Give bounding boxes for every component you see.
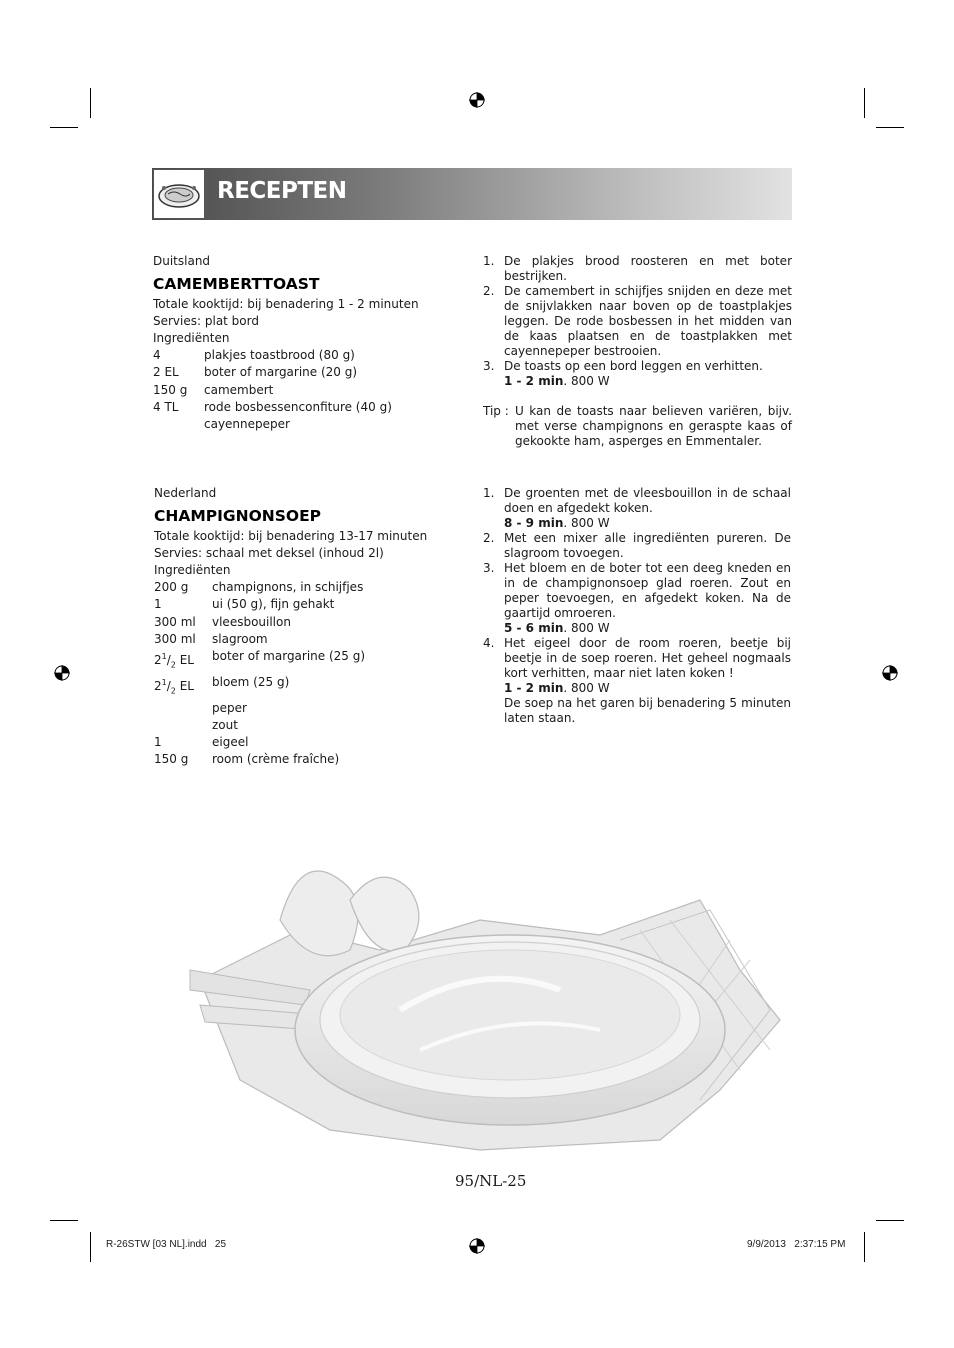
registration-mark-icon xyxy=(469,1238,485,1254)
cook-time-value: 1 - 2 min xyxy=(504,681,564,695)
cook-time-value: 1 - 2 min xyxy=(504,374,564,388)
crop-mark xyxy=(864,1232,865,1262)
crop-mark xyxy=(50,1220,78,1221)
registration-mark-icon xyxy=(54,665,70,681)
cook-time: Totale kooktijd: bij benadering 1 - 2 minuten xyxy=(153,297,419,311)
step-item: 2. Met een mixer alle ingrediënten pureren. De slagroom tovoegen. xyxy=(483,531,791,560)
step-item: 1. De groenten met de vleesbouillon in de schaal doen en afgedekt koken. 8 - 9 min. 800 W xyxy=(483,486,791,530)
page-title: RECEPTEN xyxy=(217,178,347,204)
step-item: 1. De plakjes brood roosteren en met boter bestrijken. xyxy=(483,254,792,283)
ingredient-row: $2^1/_2$ EL bloem (25 g) xyxy=(154,674,290,696)
ingredient-row: 1 eigeel xyxy=(154,735,249,750)
casserole-dish-illustration xyxy=(180,840,800,1160)
ingredient-row: 150 g camembert xyxy=(153,382,274,397)
cook-time-value: 8 - 9 min xyxy=(504,516,564,530)
recipe-champignonsoep-steps xyxy=(483,486,791,726)
dish-type: Servies: plat bord xyxy=(153,314,259,328)
page-number: 95/NL-25 xyxy=(455,1172,527,1190)
recipe-title: CAMEMBERTTOAST xyxy=(153,275,320,293)
recipe-camemberttoast-info xyxy=(153,253,453,433)
ingredient-row: 300 ml slagroom xyxy=(154,631,268,646)
step-item: 3. Het bloem en de boter tot een deeg kneden en in de champignonsoep glad roeren. Zout en peper toevoegen, en afgedekt koken. Na de gaartijd omroeren. 5 - 6 min. 800 W xyxy=(483,561,791,635)
recipe-camemberttoast-steps xyxy=(483,254,792,449)
ingredient-row: $2^1/_2$ EL boter of margarine (25 g) xyxy=(154,649,366,670)
ingredient-row: peper xyxy=(212,700,247,715)
tip: Tip : U kan de toasts naar believen variëren, bijv. met verse champignons en geraspte kaas of gekookte ham, asperges en Emmentaler. xyxy=(483,404,792,448)
ingredient-row: 150 g room (crème fraîche) xyxy=(154,752,340,767)
ingredients-label: Ingrediënten xyxy=(153,331,230,345)
crop-mark xyxy=(876,1220,904,1221)
header-icon-box xyxy=(153,169,205,219)
recipe-origin: Nederland xyxy=(154,486,217,500)
recipe-origin: Duitsland xyxy=(153,254,211,268)
ingredient-row: 4 plakjes toastbrood (80 g) xyxy=(153,348,355,362)
ingredient-row: 300 ml vleesbouillon xyxy=(154,614,291,629)
crop-mark xyxy=(864,88,865,118)
crop-mark xyxy=(90,1232,91,1262)
ingredient-row: 2 EL boter of margarine (20 g) xyxy=(153,365,358,380)
footer-filename: R-26STW [03 NL].indd 25 xyxy=(106,1239,227,1250)
step-item: 2. De camembert in schijfjes snijden en deze met de snijvlakken naar boven op de toastplakjes leggen. De rode bosbessen in het midden van de kaas plaatsen en de toastplakken met cayennepeper bestrooien. xyxy=(483,284,792,358)
ingredient-row: 4 TL rode bosbessenconfiture (40 g) xyxy=(153,399,392,414)
ingredient-row: cayennepeper xyxy=(204,417,290,432)
footer-datetime: 9/9/2013 2:37:15 PM xyxy=(747,1239,846,1250)
recipe-champignonsoep-info xyxy=(154,485,454,769)
dish-type: Servies: schaal met deksel (inhoud 2l) xyxy=(154,546,384,560)
ingredient-list xyxy=(153,347,453,433)
recipe-title: CHAMPIGNONSOEP xyxy=(154,507,322,525)
crop-mark xyxy=(50,127,78,128)
step-item: 4. Het eigeel door de room roeren, beetje bij beetje in de soep roeren. Het geheel nogmaals kort verhitten, maar niet laten koken ! 1 - 2 min. 800 W De soep na het garen bij benadering 5 minuten laten staan. xyxy=(483,636,791,725)
ingredient-row: 200 g champignons, in schijfjes xyxy=(154,580,364,594)
ingredients-label: Ingrediënten xyxy=(154,563,231,577)
ingredient-row: zout xyxy=(212,717,238,732)
step-item: 3. De toasts op een bord leggen en verhitten. 1 - 2 min. 800 W xyxy=(483,359,763,388)
cook-time: Totale kooktijd: bij benadering 13-17 minuten xyxy=(154,529,428,543)
crop-mark xyxy=(90,88,91,118)
registration-mark-icon xyxy=(469,92,485,108)
crop-mark xyxy=(876,127,904,128)
cook-time-value: 5 - 6 min xyxy=(504,621,564,635)
dish-icon xyxy=(154,170,204,218)
ingredient-list xyxy=(154,579,454,769)
registration-mark-icon xyxy=(882,665,898,681)
ingredient-row: 1 ui (50 g), fijn gehakt xyxy=(154,597,335,612)
